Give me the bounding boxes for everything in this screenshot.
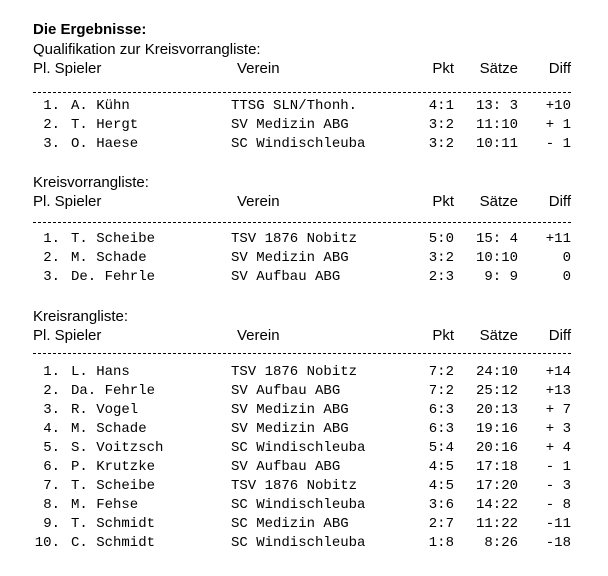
header-diff: Diff bbox=[548, 60, 571, 77]
cell-club: TSV 1876 Nobitz bbox=[231, 364, 358, 380]
cell-player: P. Krutzke bbox=[71, 459, 156, 475]
cell-sets: 24:10 bbox=[475, 364, 518, 380]
cell-sets: 10:11 bbox=[475, 136, 518, 152]
cell-player: C. Schmidt bbox=[71, 535, 156, 551]
cell-diff: - 1 bbox=[545, 136, 571, 152]
cell-player: T. Hergt bbox=[71, 117, 139, 133]
cell-player: Da. Fehrle bbox=[71, 383, 156, 399]
header-verein: Verein bbox=[237, 327, 280, 344]
cell-place: 7. bbox=[43, 478, 60, 494]
cell-points: 2:3 bbox=[428, 269, 454, 285]
table-row bbox=[0, 439, 608, 458]
cell-sets: 20:16 bbox=[475, 440, 518, 456]
results-table bbox=[0, 230, 608, 287]
cell-points: 5:0 bbox=[428, 231, 454, 247]
cell-club: SV Aufbau ABG bbox=[231, 269, 341, 285]
cell-sets: 11:22 bbox=[475, 516, 518, 532]
cell-club: SC Windischleuba bbox=[231, 497, 366, 513]
table-row bbox=[0, 534, 608, 553]
cell-player: De. Fehrle bbox=[71, 269, 156, 285]
cell-place: 2. bbox=[43, 250, 60, 266]
cell-place: 4. bbox=[43, 421, 60, 437]
cell-diff: - 8 bbox=[545, 497, 571, 513]
cell-place: 1. bbox=[43, 98, 60, 114]
cell-player: T. Schmidt bbox=[71, 516, 156, 532]
section-kreisrangliste bbox=[0, 308, 608, 558]
cell-diff: 0 bbox=[562, 250, 571, 266]
cell-sets: 14:22 bbox=[475, 497, 518, 513]
cell-points: 2:7 bbox=[428, 516, 454, 532]
cell-points: 4:1 bbox=[428, 98, 454, 114]
cell-diff: +10 bbox=[545, 98, 571, 114]
cell-club: SV Medizin ABG bbox=[231, 117, 349, 133]
cell-club: SV Medizin ABG bbox=[231, 250, 349, 266]
dashed-divider bbox=[33, 92, 571, 93]
table-row bbox=[0, 515, 608, 534]
cell-club: SC Windischleuba bbox=[231, 136, 366, 152]
cell-club: TSV 1876 Nobitz bbox=[231, 231, 358, 247]
header-diff: Diff bbox=[548, 193, 571, 210]
table-row bbox=[0, 268, 608, 287]
cell-player: M. Schade bbox=[71, 250, 147, 266]
cell-diff: +13 bbox=[545, 383, 571, 399]
cell-place: 1. bbox=[43, 364, 60, 380]
header-pkt: Pkt bbox=[432, 327, 454, 344]
cell-player: S. Voitzsch bbox=[71, 440, 164, 456]
cell-player: A. Kühn bbox=[71, 98, 130, 114]
cell-place: 3. bbox=[43, 402, 60, 418]
header-saetze: Sätze bbox=[479, 327, 518, 344]
header-saetze: Sätze bbox=[479, 193, 518, 210]
cell-sets: 17:18 bbox=[475, 459, 518, 475]
cell-club: SC Windischleuba bbox=[231, 535, 366, 551]
table-row bbox=[0, 135, 608, 154]
cell-sets: 19:16 bbox=[475, 421, 518, 437]
cell-sets: 9: 9 bbox=[484, 269, 518, 285]
cell-sets: 8:26 bbox=[484, 535, 518, 551]
header-pl-spieler: Pl. Spieler bbox=[33, 327, 102, 344]
table-row bbox=[0, 363, 608, 382]
section-title: Kreisvorrangliste: bbox=[33, 174, 149, 191]
section-title: Kreisrangliste: bbox=[33, 308, 129, 325]
section-kreisvorrangliste bbox=[0, 174, 608, 294]
section-title: Qualifikation zur Kreisvorrangliste: bbox=[33, 41, 261, 58]
cell-points: 3:2 bbox=[428, 250, 454, 266]
header-verein: Verein bbox=[237, 193, 280, 210]
table-row bbox=[0, 382, 608, 401]
page-title: Die Ergebnisse: bbox=[33, 21, 147, 38]
cell-sets: 25:12 bbox=[475, 383, 518, 399]
cell-diff: -18 bbox=[545, 535, 571, 551]
cell-place: 9. bbox=[43, 516, 60, 532]
cell-diff: + 1 bbox=[545, 117, 571, 133]
header-pl-spieler: Pl. Spieler bbox=[33, 60, 102, 77]
cell-diff: +14 bbox=[545, 364, 571, 380]
cell-points: 3:2 bbox=[428, 117, 454, 133]
table-row bbox=[0, 496, 608, 515]
cell-place: 1. bbox=[43, 231, 60, 247]
cell-diff: +11 bbox=[545, 231, 571, 247]
cell-place: 6. bbox=[43, 459, 60, 475]
cell-place: 2. bbox=[43, 117, 60, 133]
cell-points: 3:2 bbox=[428, 136, 454, 152]
cell-sets: 11:10 bbox=[475, 117, 518, 133]
table-row bbox=[0, 458, 608, 477]
cell-diff: - 1 bbox=[545, 459, 571, 475]
table-row bbox=[0, 477, 608, 496]
cell-club: SV Aufbau ABG bbox=[231, 383, 341, 399]
cell-club: SC Medizin ABG bbox=[231, 516, 349, 532]
cell-player: O. Haese bbox=[71, 136, 139, 152]
cell-place: 8. bbox=[43, 497, 60, 513]
cell-club: SV Medizin ABG bbox=[231, 421, 349, 437]
cell-sets: 10:10 bbox=[475, 250, 518, 266]
table-row bbox=[0, 97, 608, 116]
cell-sets: 20:13 bbox=[475, 402, 518, 418]
cell-club: SC Windischleuba bbox=[231, 440, 366, 456]
cell-points: 1:8 bbox=[428, 535, 454, 551]
cell-diff: 0 bbox=[562, 269, 571, 285]
cell-points: 7:2 bbox=[428, 383, 454, 399]
cell-place: 3. bbox=[43, 136, 60, 152]
cell-diff: - 3 bbox=[545, 478, 571, 494]
cell-player: L. Hans bbox=[71, 364, 130, 380]
cell-place: 3. bbox=[43, 269, 60, 285]
column-header-row bbox=[0, 193, 608, 211]
cell-place: 10. bbox=[34, 535, 60, 551]
column-header-row bbox=[0, 327, 608, 345]
cell-points: 3:6 bbox=[428, 497, 454, 513]
cell-diff: + 3 bbox=[545, 421, 571, 437]
table-row bbox=[0, 116, 608, 135]
results-table bbox=[0, 97, 608, 154]
cell-player: T. Scheibe bbox=[71, 231, 156, 247]
results-table bbox=[0, 363, 608, 553]
cell-points: 5:4 bbox=[428, 440, 454, 456]
cell-points: 6:3 bbox=[428, 402, 454, 418]
cell-club: TTSG SLN/Thonh. bbox=[231, 98, 358, 114]
table-row bbox=[0, 420, 608, 439]
cell-sets: 13: 3 bbox=[475, 98, 518, 114]
table-row bbox=[0, 401, 608, 420]
header-pkt: Pkt bbox=[432, 60, 454, 77]
cell-diff: + 7 bbox=[545, 402, 571, 418]
cell-player: M. Schade bbox=[71, 421, 147, 437]
cell-sets: 17:20 bbox=[475, 478, 518, 494]
cell-points: 4:5 bbox=[428, 478, 454, 494]
cell-points: 7:2 bbox=[428, 364, 454, 380]
table-row bbox=[0, 249, 608, 268]
cell-club: SV Aufbau ABG bbox=[231, 459, 341, 475]
table-row bbox=[0, 230, 608, 249]
section-qualifikation bbox=[0, 41, 608, 161]
dashed-divider bbox=[33, 222, 571, 223]
cell-club: SV Medizin ABG bbox=[231, 402, 349, 418]
header-saetze: Sätze bbox=[479, 60, 518, 77]
cell-place: 2. bbox=[43, 383, 60, 399]
dashed-divider bbox=[33, 353, 571, 354]
cell-points: 4:5 bbox=[428, 459, 454, 475]
header-pl-spieler: Pl. Spieler bbox=[33, 193, 102, 210]
cell-player: R. Vogel bbox=[71, 402, 139, 418]
header-diff: Diff bbox=[548, 327, 571, 344]
column-header-row bbox=[0, 60, 608, 78]
cell-sets: 15: 4 bbox=[475, 231, 518, 247]
cell-place: 5. bbox=[43, 440, 60, 456]
cell-player: T. Scheibe bbox=[71, 478, 156, 494]
cell-diff: + 4 bbox=[545, 440, 571, 456]
header-verein: Verein bbox=[237, 60, 280, 77]
cell-diff: -11 bbox=[545, 516, 571, 532]
cell-club: TSV 1876 Nobitz bbox=[231, 478, 358, 494]
cell-player: M. Fehse bbox=[71, 497, 139, 513]
cell-points: 6:3 bbox=[428, 421, 454, 437]
header-pkt: Pkt bbox=[432, 193, 454, 210]
